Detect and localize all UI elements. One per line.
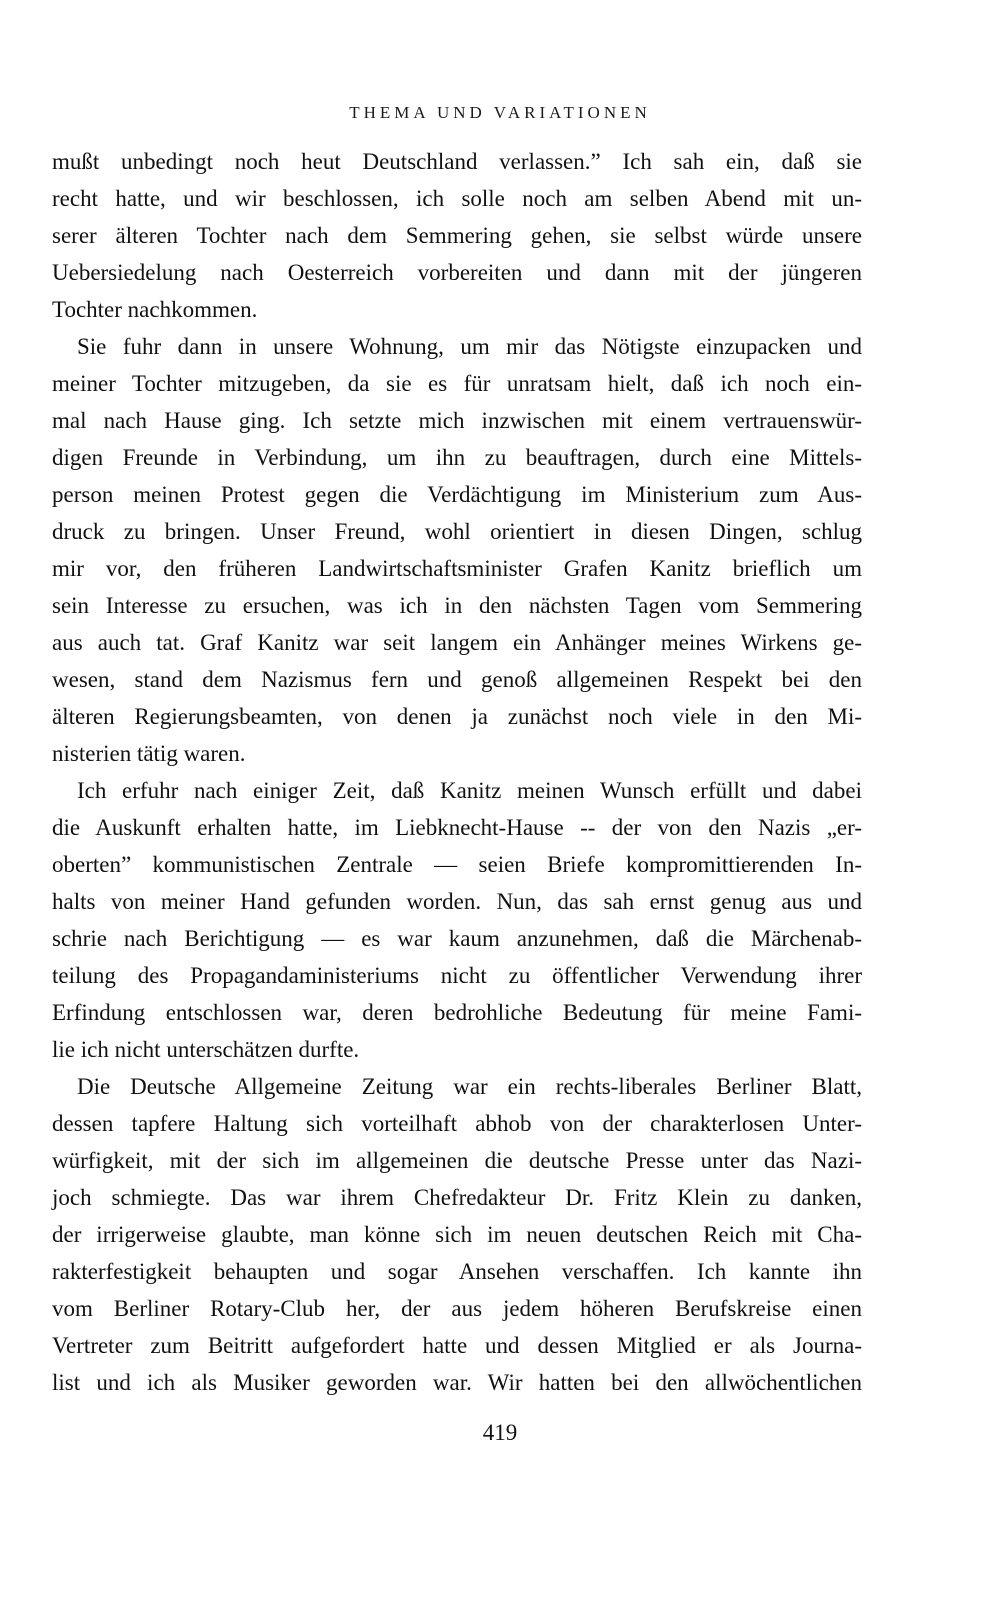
paragraph [52, 1068, 862, 1401]
text-line: joch schmiegte. Das war ihrem Chefredakteur Dr. Fritz Klein zu danken, [52, 1185, 862, 1210]
text-line: Uebersiedelung nach Oesterreich vorbereiten und dann mit der jüngeren [52, 260, 862, 285]
text-line: würfigkeit, mit der sich im allgemeinen die deutsche Presse unter das Nazi- [52, 1148, 862, 1173]
text-line: list und ich als Musiker geworden war. Wir hatten bei den allwöchentlichen [52, 1370, 862, 1395]
text-line: dessen tapfere Haltung sich vorteilhaft abhob von der charakterlosen Unter- [52, 1111, 862, 1136]
text-line: meiner Tochter mitzugeben, da sie es für unratsam hielt, daß ich noch ein- [52, 371, 862, 396]
text-line: aus auch tat. Graf Kanitz war seit langem ein Anhänger meines Wirkens ge- [52, 630, 862, 655]
text-line: mir vor, den früheren Landwirtschaftsminister Grafen Kanitz brieflich um [52, 556, 862, 581]
text-line: druck zu bringen. Unser Freund, wohl orientiert in diesen Dingen, schlug [52, 519, 862, 544]
text-line: vom Berliner Rotary-Club her, der aus jedem höheren Berufskreise einen [52, 1296, 862, 1321]
text-line: lie ich nicht unterschätzen durfte. [52, 1037, 360, 1062]
text-line: Ich erfuhr nach einiger Zeit, daß Kanitz meinen Wunsch erfüllt und dabei [77, 778, 862, 803]
text-line: Erfindung entschlossen war, deren bedrohliche Bedeutung für meine Fami- [52, 1000, 862, 1025]
text-line: Vertreter zum Beitritt aufgefordert hatte und dessen Mitglied er als Journa- [52, 1333, 862, 1358]
text-line: Sie fuhr dann in unsere Wohnung, um mir das Nötigste einzupacken und [77, 334, 862, 359]
text-line: Die Deutsche Allgemeine Zeitung war ein rechts-liberales Berliner Blatt, [77, 1074, 862, 1099]
paragraph [52, 143, 862, 328]
text-line: Tochter nachkommen. [52, 297, 258, 322]
text-line: halts von meiner Hand gefunden worden. Nun, das sah ernst genug aus und [52, 889, 862, 914]
text-line: oberten” kommunistischen Zentrale — seien Briefe kompromittierenden In- [52, 852, 862, 877]
text-line: älteren Regierungsbeamten, von denen ja zunächst noch viele in den Mi- [52, 704, 862, 729]
text-line: schrie nach Berichtigung — es war kaum anzunehmen, daß die Märchenab- [52, 926, 862, 951]
text-line: mußt unbedingt noch heut Deutschland verlassen.” Ich sah ein, daß sie [52, 149, 862, 174]
text-line: sein Interesse zu ersuchen, was ich in den nächsten Tagen vom Semmering [52, 593, 862, 618]
page-number: 419 [482, 1420, 518, 1445]
text-line: mal nach Hause ging. Ich setzte mich inzwischen mit einem vertrauenswür- [52, 408, 862, 433]
text-line: recht hatte, und wir beschlossen, ich solle noch am selben Abend mit un- [52, 186, 862, 211]
body-text [52, 143, 862, 1401]
text-line: die Auskunft erhalten hatte, im Liebknecht-Hause -- der von den Nazis „er- [52, 815, 862, 840]
text-line: rakterfestigkeit behaupten und sogar Ansehen verschaffen. Ich kannte ihn [52, 1259, 862, 1284]
text-line: nisterien tätig waren. [52, 741, 246, 766]
text-line: digen Freunde in Verbindung, um ihn zu beauftragen, durch eine Mittels- [52, 445, 862, 470]
text-line: wesen, stand dem Nazismus fern und genoß allgemeinen Respekt bei den [52, 667, 862, 692]
paragraph [52, 772, 862, 1068]
text-line: teilung des Propagandaministeriums nicht zu öffentlicher Verwendung ihrer [52, 963, 862, 988]
running-header: THEMA UND VARIATIONEN [349, 103, 651, 122]
text-line: serer älteren Tochter nach dem Semmering gehen, sie selbst würde unsere [52, 223, 862, 248]
text-line: person meinen Protest gegen die Verdächtigung im Ministerium zum Aus- [52, 482, 862, 507]
paragraph [52, 328, 862, 772]
text-line: der irrigerweise glaubte, man könne sich im neuen deutschen Reich mit Cha- [52, 1222, 862, 1247]
